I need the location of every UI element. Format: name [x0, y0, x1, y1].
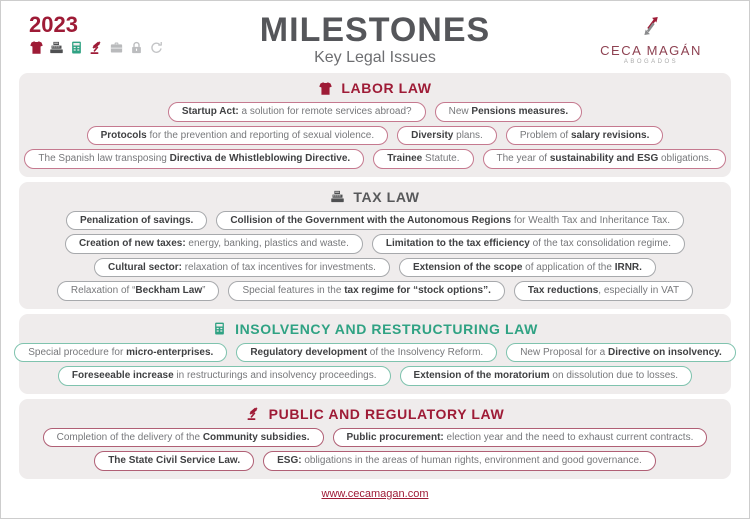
- topic-pill: Protocols for the prevention and reporting of sexual violence.: [87, 126, 389, 146]
- topic-pill: Creation of new taxes: energy, banking, plastics and waste.: [65, 234, 363, 254]
- header-left: [29, 13, 169, 55]
- pill-row: [27, 258, 723, 278]
- topic-pill: Limitation to the tax efficiency of the tax consolidation regime.: [372, 234, 685, 254]
- section-insolvency: [19, 314, 731, 394]
- section-title: PUBLIC AND REGULATORY LAW: [268, 405, 505, 422]
- pill-row: [27, 149, 723, 169]
- topic-pill: Collision of the Government with the Autonomous Regions for Wealth Tax and Inheritance Tax.: [216, 211, 684, 231]
- document-icon: [69, 40, 84, 55]
- pill-row: [27, 451, 723, 471]
- gavel-icon: [246, 406, 261, 421]
- footer: [19, 484, 731, 502]
- pill-row: [27, 428, 723, 448]
- pill-row: [27, 366, 723, 386]
- pill-row: [27, 281, 723, 301]
- company-logo: [581, 13, 721, 65]
- section-title: INSOLVENCY AND RESTRUCTURING LAW: [235, 320, 538, 337]
- practice-icon-strip: [29, 40, 169, 55]
- section-title: TAX LAW: [353, 188, 420, 205]
- cash-register-icon: [49, 40, 64, 55]
- topic-pill: Relaxation of “Beckham Law”: [57, 281, 220, 301]
- website-link[interactable]: www.cecamagan.com: [321, 487, 429, 500]
- header-center: [169, 13, 581, 67]
- logo-name: CECA MAGÁN: [600, 43, 702, 58]
- logo-arrows-icon: [640, 24, 662, 41]
- topic-pill: ESG: obligations in the areas of human rights, environment and good governance.: [263, 451, 656, 471]
- recycle-icon: [149, 40, 164, 55]
- page-subtitle: Key Legal Issues: [314, 49, 436, 66]
- document-icon: [212, 321, 227, 336]
- shirt-icon: [318, 81, 333, 96]
- shirt-icon: [29, 40, 44, 55]
- topic-pill: Regulatory development of the Insolvency Reform.: [236, 343, 497, 363]
- topic-pill: Foreseeable increase in restructurings and insolvency proceedings.: [58, 366, 391, 386]
- cash-register-icon: [330, 189, 345, 204]
- section-header: [27, 321, 723, 337]
- page-title: MILESTONES: [259, 11, 491, 49]
- section-header: [27, 80, 723, 96]
- topic-pill: The State Civil Service Law.: [94, 451, 254, 471]
- topic-pill: Special features in the tax regime for “stock options”.: [228, 281, 504, 301]
- pill-row: [27, 211, 723, 231]
- lock-icon: [129, 40, 144, 55]
- topic-pill: Extension of the moratorium on dissolution due to losses.: [400, 366, 693, 386]
- topic-pill: Trainee Statute.: [373, 149, 473, 169]
- section-title: LABOR LAW: [341, 80, 432, 96]
- gavel-icon: [89, 40, 104, 55]
- topic-pill: Completion of the delivery of the Community subsidies.: [43, 428, 324, 448]
- topic-pill: Public procurement: election year and the need to exhaust current contracts.: [333, 428, 708, 448]
- pill-row: [27, 102, 723, 122]
- header: [19, 9, 731, 73]
- topic-pill: New Proposal for a Directive on insolvency.: [506, 343, 736, 363]
- pill-row: [27, 234, 723, 254]
- pill-row: [27, 126, 723, 146]
- topic-pill: Penalization of savings.: [66, 211, 207, 231]
- section-header: [27, 189, 723, 205]
- section-public: [19, 399, 731, 479]
- topic-pill: Tax reductions, especially in VAT: [514, 281, 693, 301]
- briefcase-icon: [109, 40, 124, 55]
- topic-pill: Diversity plans.: [397, 126, 497, 146]
- topic-pill: The year of sustainability and ESG obligations.: [483, 149, 726, 169]
- topic-pill: Cultural sector: relaxation of tax incentives for investments.: [94, 258, 390, 278]
- topic-pill: The Spanish law transposing Directiva de Whistleblowing Directive.: [24, 149, 364, 169]
- topic-pill: Startup Act: a solution for remote services abroad?: [168, 102, 426, 122]
- topic-pill: Special procedure for micro-enterprises.: [14, 343, 227, 363]
- sections: [19, 73, 731, 479]
- year-label: 2023: [29, 12, 78, 37]
- pill-row: [27, 343, 723, 363]
- topic-pill: Extension of the scope of application of the IRNR.: [399, 258, 656, 278]
- section-header: [27, 406, 723, 422]
- topic-pill: New Pensions measures.: [435, 102, 583, 122]
- topic-pill: Problem of salary revisions.: [506, 126, 664, 146]
- section-labor: [19, 73, 731, 177]
- logo-tagline: ABOGADOS: [623, 59, 679, 65]
- section-tax: [19, 182, 731, 309]
